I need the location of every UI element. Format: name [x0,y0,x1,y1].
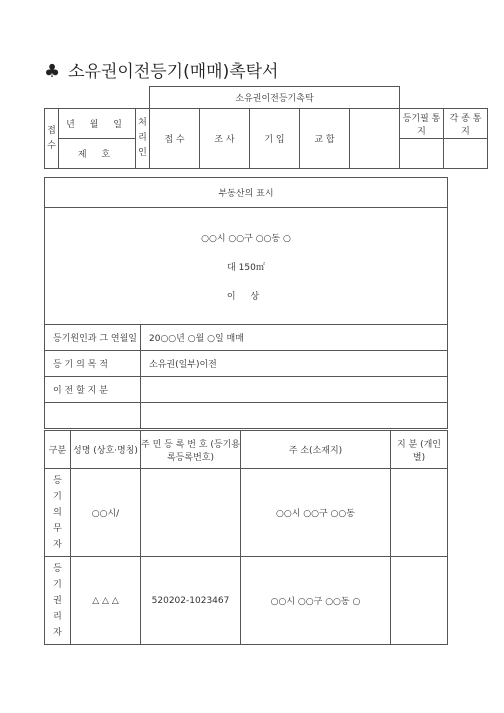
party-type: 등기권리자 [45,557,71,645]
party-name: ○○시/ [71,469,141,557]
party-address: ○○시 ○○구 ○○동 ○ [241,557,391,645]
club-suit-icon: ♣ [44,61,61,82]
blank-cell [141,403,448,429]
party-id [141,469,241,557]
property-line-address: ○○시 ○○구 ○○동 ○ [201,233,291,244]
header-id: 주 민 등 록 번 호 (등기용록등록번호) [141,431,241,469]
party-share [391,557,448,645]
party-name: △ △ △ [71,557,141,645]
table-row [45,469,448,557]
reception-side-label: 접수 [45,109,59,169]
blank-cell [400,139,444,169]
blank-cell [350,109,400,169]
col-review: 조 사 [200,109,250,169]
col-registered-notice: 등기필 통 지 [400,109,444,139]
number-label: 제 호 [59,139,136,169]
reception-table [44,86,488,169]
party-id: 520202-1023467 [141,557,241,645]
party-share [391,469,448,557]
property-table [44,177,448,429]
purpose-value: 소유권(일부)이전 [141,351,448,377]
document-title: 소유권이전등기(매매)촉탁서 [68,62,279,82]
cause-label: 등기원인과 그 연월일 [45,325,141,351]
header-address: 주 소(소재지) [241,431,391,469]
cause-value: 20○○년 ○월 ○일 매매 [141,325,448,351]
page-title [44,57,278,82]
processor-label: 처리인 [136,109,150,169]
party-address: ○○시 ○○구 ○○동 [241,469,391,557]
property-description [45,208,448,325]
header-share: 지 분 (개인별) [391,431,448,469]
reception-header: 소유권이전등기촉탁 [150,87,400,109]
property-line-end: 이 상 [226,291,266,302]
col-various-notice: 각 종 통 지 [444,109,488,139]
property-header: 부동산의 표시 [45,178,448,208]
col-entry: 기 입 [250,109,300,169]
header-name: 성명 (상호·명칭) [71,431,141,469]
party-type: 등기의무자 [45,469,71,557]
blank-cell [45,403,141,429]
header-type: 구분 [45,431,71,469]
share-value [141,377,448,403]
date-label: 년 월 일 [59,109,136,139]
col-reception: 접 수 [150,109,200,169]
purpose-label: 등 기 의 목 적 [45,351,141,377]
table-row [45,557,448,645]
col-check: 교 합 [300,109,350,169]
parties-table [44,430,448,645]
share-label: 이 전 할 지 분 [45,377,141,403]
blank-cell [444,139,488,169]
property-line-area: 대 150㎡ [227,262,265,273]
